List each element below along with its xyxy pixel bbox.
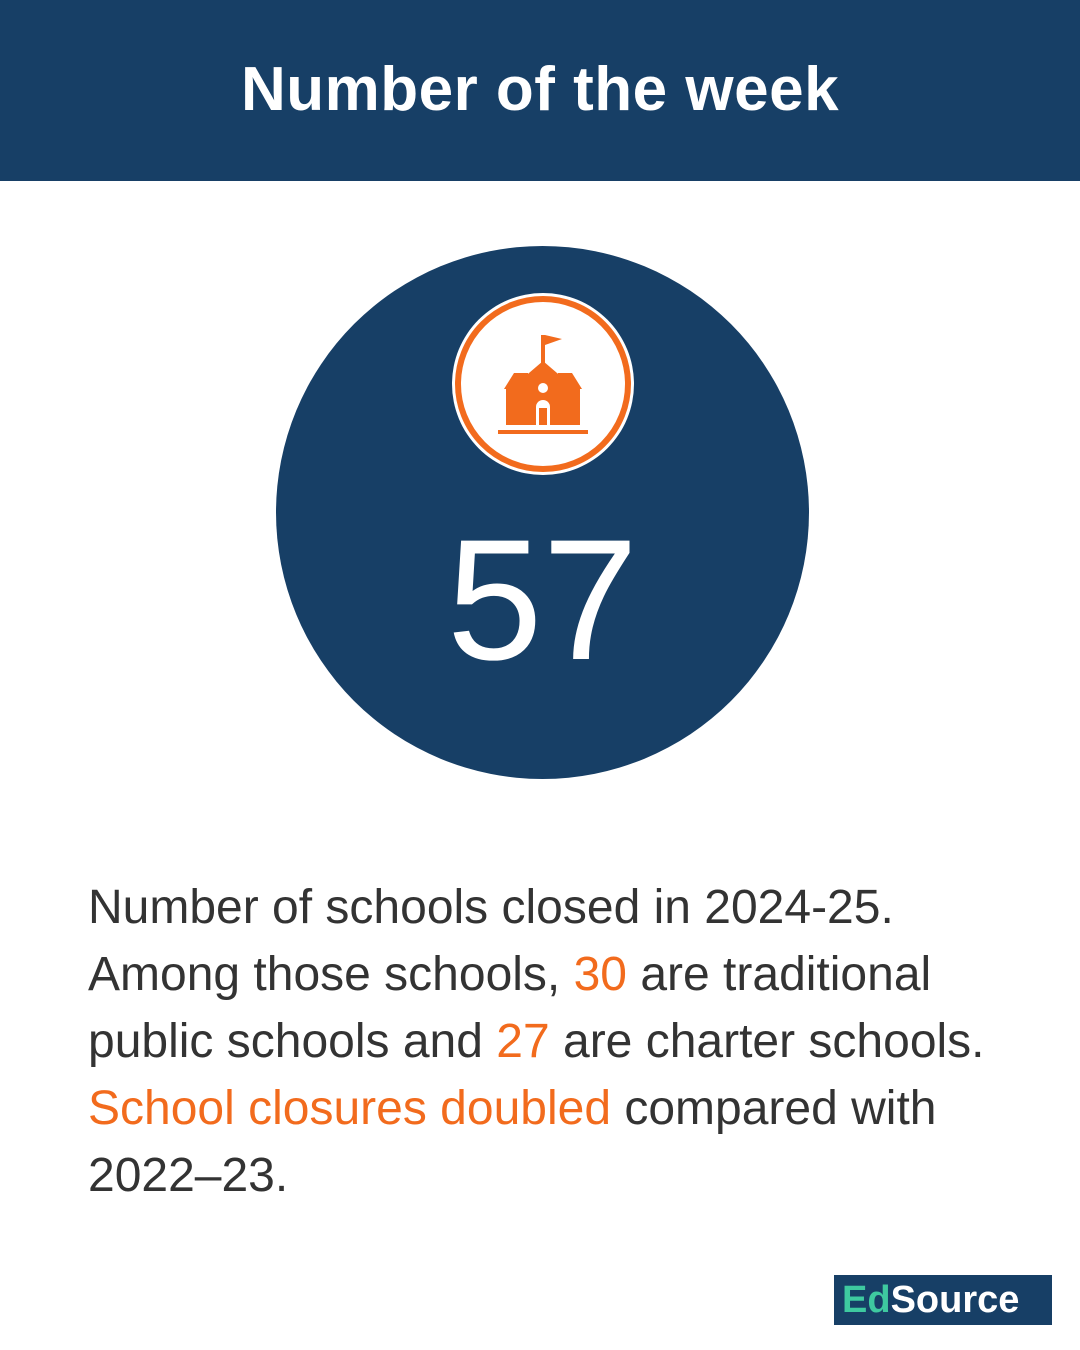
description-line (88, 1075, 1028, 1142)
description-line (88, 941, 1028, 1008)
description-text (88, 874, 1028, 1209)
hero-number: 57 (446, 504, 639, 696)
highlight-closures-doubled: School closures doubled (88, 1082, 612, 1135)
text-span: Among those schools, (88, 948, 574, 1001)
description-line: Number of schools closed in 2024-25. (88, 881, 894, 934)
highlight-charter-count: 27 (496, 1015, 550, 1068)
description-line: 2022–23. (88, 1149, 289, 1202)
school-building-icon (452, 293, 634, 475)
logo-ed: Ed (842, 1279, 891, 1321)
school-badge (452, 293, 634, 475)
page-title: Number of the week (240, 55, 840, 124)
header-banner (0, 0, 1080, 181)
logo-source: Source (890, 1279, 1020, 1321)
text-span: compared with (611, 1082, 937, 1135)
text-span: public schools and (88, 1015, 497, 1068)
highlight-traditional-count: 30 (573, 948, 627, 1001)
description-line (88, 1008, 1028, 1075)
edsource-logo (834, 1275, 1052, 1325)
text-span: are traditional (627, 948, 932, 1001)
text-span: are charter schools. (549, 1015, 985, 1068)
